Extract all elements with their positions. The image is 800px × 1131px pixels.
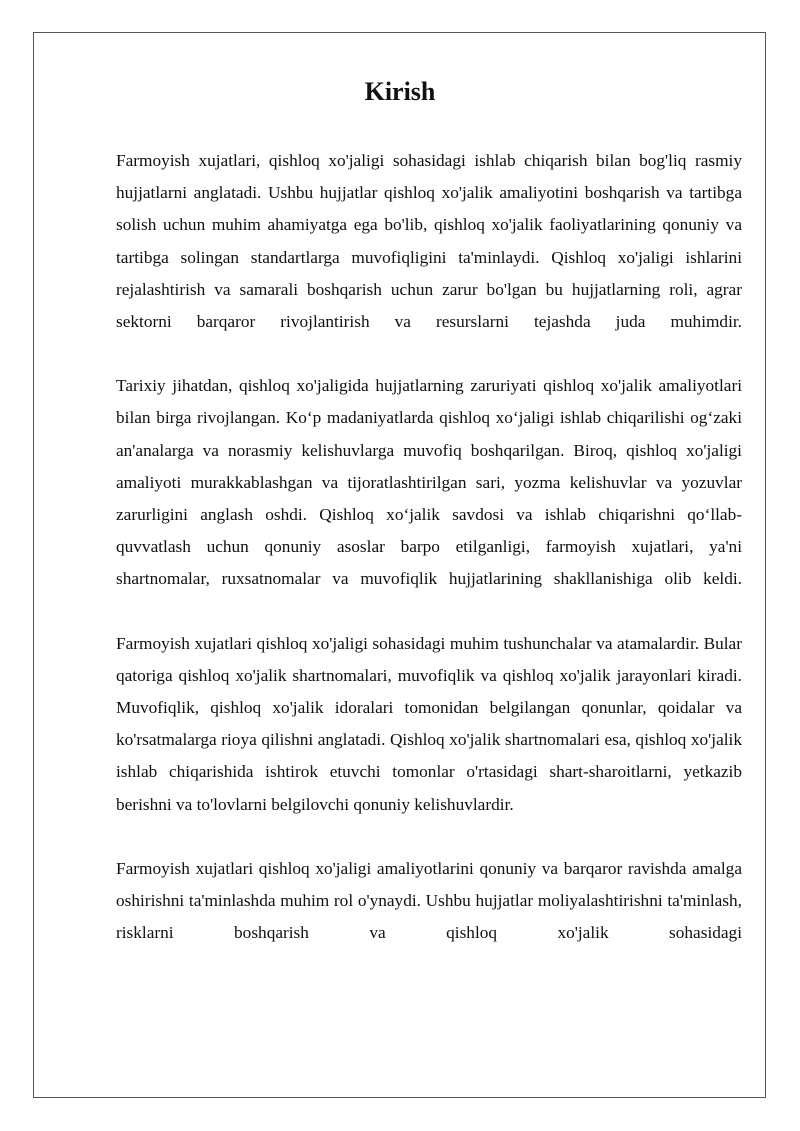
page-title: Kirish (364, 77, 436, 106)
paragraph-3: Farmoyish xujatlari qishloq xo'jaligi sohasidagi muhim tushunchalar va atamalardir. Bular qatoriga qishloq xo'jalik shartnomalari, muvofiqlik va qishloq xo'jalik jarayonlari kiradi. Muvofiqlik, qishloq xo'jalik idoralari tomonidan belgilangan qonunlar, qoidalar va ko'rsatmalarga rioya qilishni anglatadi. Qishloq xo'jalik shartnomalari esa, qishloq xo'jalik ishlab chiqarishida ishtirok etuvchi tomonlar o'rtasidagi shart-sharoitlarni, yetkazib berishni va to'lovlarni belgilovchi qonuniy kelishuvlardir. (116, 633, 742, 814)
paragraph-1: Farmoyish xujatlari, qishloq xo'jaligi sohasidagi ishlab chiqarish bilan bog'liq rasmiy hujjatlarni anglatadi. Ushbu hujjatlar qishloq xo'jalik amaliyotini boshqarish va tartibga solish uchun muhim ahamiyatga ega bo'lib, qishloq xo'jalik faoliyatlarining qonuniy va tartibga solingan standartlarga muvofiqligini ta'minlaydi. Qishloq xo'jaligi ishlarini rejalashtirish va samarali boshqarish uchun zarur bo'lgan bu hujjatlarning roli, agrar sektorni barqaror rivojlantirish va resurslarni tejashda juda muhimdir. (116, 151, 742, 332)
document-body (116, 145, 742, 981)
paragraph-2: Tarixiy jihatdan, qishloq xo'jaligida hujjatlarning zaruriyati qishloq xo'jalik amaliyotlari bilan birga rivojlangan. Ko‘p madaniyatlarda qishloq xo‘jaligi ishlab chiqarilishi og‘zaki an'analarga va norasmiy kelishuvlarga muvofiq boshqarilgan. Biroq, qishloq xo'jaligi amaliyoti murakkablashgan va tijoratlashtirilgan sari, yozma kelishuvlar va yozuvlar zarurligini anglash oshdi. Qishloq xo‘jalik savdosi va ishlab chiqarishni qo‘llab-quvvatlash uchun qonuniy asoslar barpo etilganligi, farmoyish xujatlari, ya'ni shartnomalar, ruxsatnomalar va muvofiqlik hujjatlarining shakllanishiga olib keldi. (116, 376, 742, 589)
paragraph-4: Farmoyish xujatlari qishloq xo'jaligi amaliyotlarini qonuniy va barqaror ravishda amalga oshirishni ta'minlashda muhim rol o'ynaydi. Ushbu hujjatlar moliyalashtirishni ta'minlash, risklarni boshqarish va qishloq xo'jalik sohasidagi (116, 858, 742, 943)
